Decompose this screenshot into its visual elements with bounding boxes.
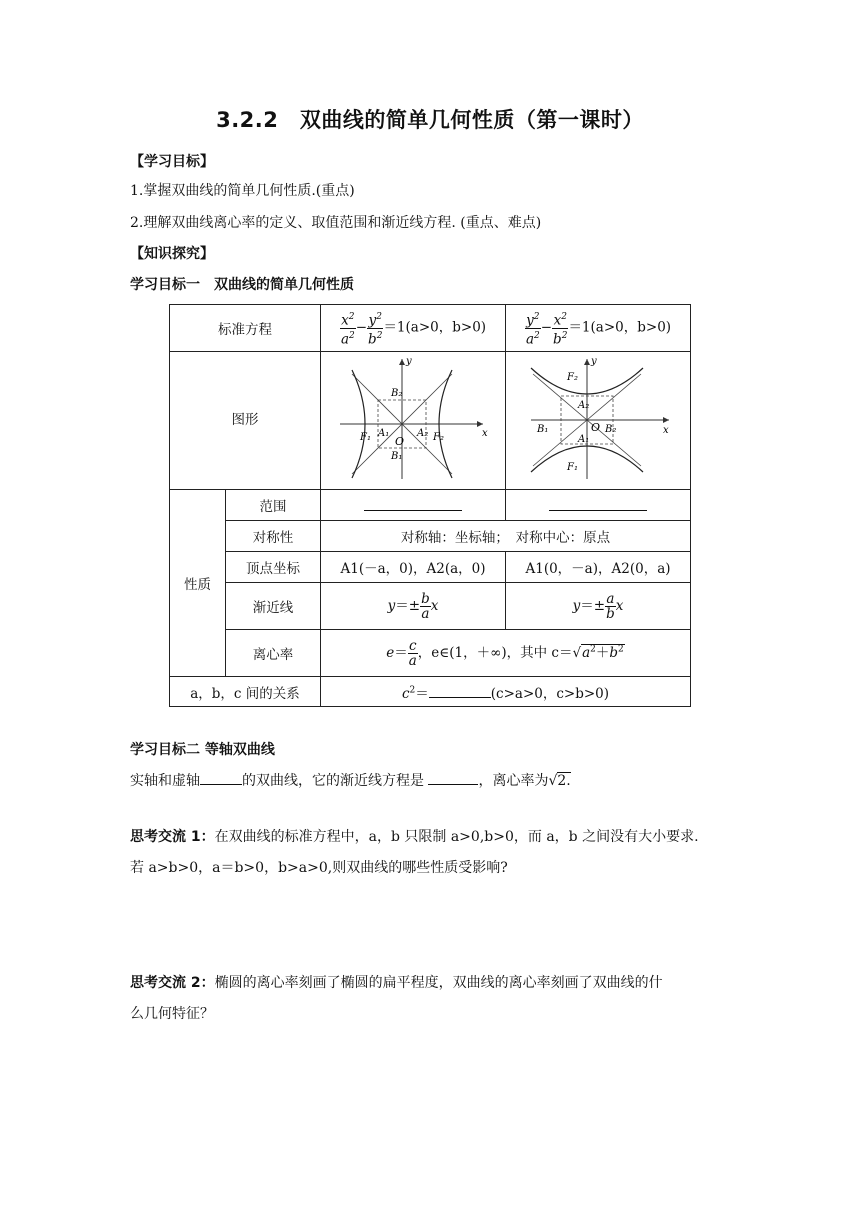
goal-2: 2.理解双曲线离心率的定义、取值范围和渐近线方程. (重点、难点) xyxy=(130,215,542,231)
a1-label-2: A₁ xyxy=(578,434,590,445)
b1-label: B₁ xyxy=(391,451,403,462)
origin-label: O xyxy=(395,435,405,448)
axis-y-label-2: y xyxy=(591,356,597,367)
range-label: 范围 xyxy=(226,490,321,521)
think-2-line-2: 么几何特征？ xyxy=(130,1006,214,1022)
figure-horizontal-hyperbola xyxy=(321,352,506,490)
b1-label-2: B₁ xyxy=(537,424,549,435)
b2-label-2: B₂ xyxy=(605,424,617,435)
vertex-value-2: A1(0，－a)，A2(0，a) xyxy=(506,552,691,583)
relation-value: $c^2= (c>a>0$，c>b>0) xyxy=(321,677,691,707)
hyperbola-y-graph xyxy=(523,356,673,481)
origin-label-2: O xyxy=(591,421,601,434)
figure-vertical-hyperbola xyxy=(506,352,691,490)
ecc-tail: ，e∈(1，＋∞)，其中 c＝ xyxy=(417,644,573,661)
hyperbola-x-graph xyxy=(338,356,488,481)
a1-label: A₁ xyxy=(378,428,390,439)
b2-label: B₂ xyxy=(391,388,403,399)
properties-table xyxy=(169,304,691,707)
equilateral-text-a: 实轴和虚轴 xyxy=(130,773,200,789)
target-1-heading: 学习目标一 双曲线的简单几何性质 xyxy=(130,277,354,293)
standard-eq-label: 标准方程 xyxy=(170,305,321,352)
goals-header: 【学习目标】 xyxy=(130,154,214,170)
think-1-line-2: 若 a>b>0，a＝b>0，b>a>0,则双曲线的哪些性质受影响? xyxy=(130,860,508,876)
think-1-label: 思考交流 1： xyxy=(130,829,215,845)
vertex-label: 顶点坐标 xyxy=(226,552,321,583)
symmetry-value: 对称轴：坐标轴； 对称中心：原点 xyxy=(321,521,691,552)
vertex-value-1: A1(－a，0)，A2(a，0) xyxy=(321,552,506,583)
target-2-heading: 学习目标二 等轴双曲线 xyxy=(130,742,275,758)
range-blank-2 xyxy=(506,490,691,521)
think-2-label: 思考交流 2： xyxy=(130,975,215,991)
think-2-text-1: 椭圆的离心率刻画了椭圆的扁平程度，双曲线的离心率刻画了双曲线的什 xyxy=(214,975,663,991)
axis-x-label: x xyxy=(482,428,488,439)
eccentricity-value: e＝ $\frac{c}{a}$ ，e∈(1，＋∞)，其中 $c=√a^2+b^2$ xyxy=(321,630,691,677)
relation-tail: (c>a>0，c>b>0) xyxy=(490,685,610,702)
equilateral-text-d: 2. xyxy=(557,773,571,789)
axis-y-label: y xyxy=(406,356,412,367)
range-blank-1 xyxy=(321,490,506,521)
standard-eq-2: $\frac{y^2}{a^2}$ − $\frac{x^2}{b^2}$ ＝1(a>0，b>0) xyxy=(506,305,691,352)
f2-label: F₂ xyxy=(433,432,444,443)
f2-label-2: F₂ xyxy=(567,372,578,383)
explore-header: 【知识探究】 xyxy=(130,246,214,262)
page-title: 3.2.2 双曲线的简单几何性质（第一课时） xyxy=(216,108,644,132)
equilateral-text-c: ，离心率为 xyxy=(478,773,549,789)
axis-x-label-2: x xyxy=(663,425,669,436)
a2-label-2: A₂ xyxy=(578,400,590,411)
properties-label: 性质 xyxy=(170,490,226,677)
think-1-line-1 xyxy=(130,826,699,846)
standard-eq-1: $\frac{x^2}{a^2}$ − $\frac{y^2}{b^2}$ ＝1(a>0，b>0) xyxy=(321,305,506,352)
eccentricity-label: 离心率 xyxy=(226,630,321,677)
think-2-line-1 xyxy=(130,972,663,992)
equilateral-text: 实轴和虚轴 的双曲线，它的渐近线方程是 ，离心率为√2. xyxy=(130,773,571,789)
f1-label-2: F₁ xyxy=(567,462,578,473)
equilateral-text-b: 的双曲线，它的渐近线方程是 xyxy=(242,773,424,789)
goal-1: 1.掌握双曲线的简单几何性质.(重点) xyxy=(130,183,355,199)
asymptote-value-1: y＝± $\frac{b}{a}$ x xyxy=(321,583,506,630)
relation-label: a，b，c 间的关系 xyxy=(170,677,321,707)
eq1-tail: ＝1(a>0，b>0) xyxy=(383,319,487,336)
a2-label: A₂ xyxy=(417,428,429,439)
asymptote-label: 渐近线 xyxy=(226,583,321,630)
asymptote-value-2: y＝± $\frac{a}{b}$ x xyxy=(506,583,691,630)
f1-label: F₁ xyxy=(360,432,371,443)
figure-label: 图形 xyxy=(170,352,321,490)
symmetry-label: 对称性 xyxy=(226,521,321,552)
think-1-text-1: 在双曲线的标准方程中，a，b 只限制 a>0,b>0，而 a，b 之间没有大小要求. xyxy=(214,829,699,845)
eq2-tail: ＝1(a>0，b>0) xyxy=(568,319,672,336)
